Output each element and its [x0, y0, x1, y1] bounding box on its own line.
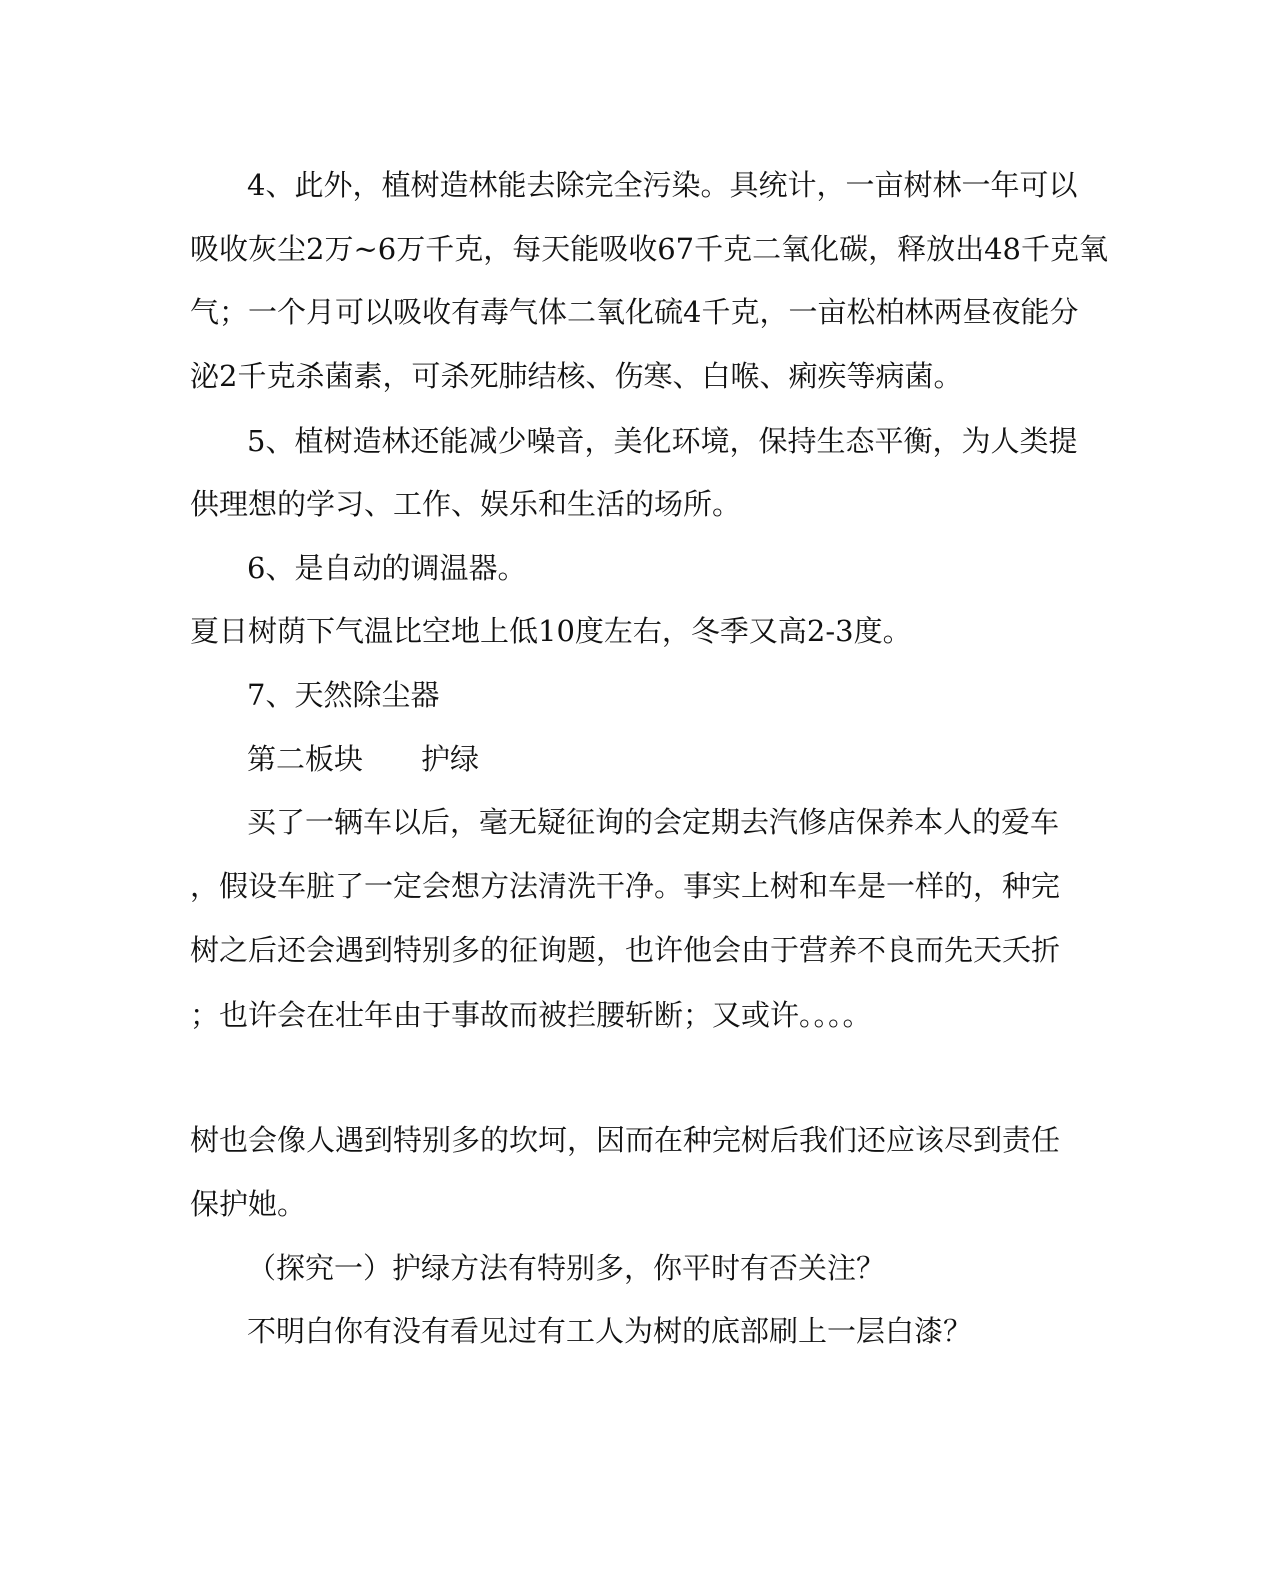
section-heading: 第二板块 护绿: [247, 742, 480, 776]
text-line: 7、天然除尘器: [247, 678, 440, 712]
text-line: 4、此外，植树造林能去除完全污染。具统计，一亩树林一年可以: [247, 168, 1078, 202]
text-line: 保护她。: [190, 1187, 307, 1221]
text-line: 供理想的学习、工作、娱乐和生活的场所。: [190, 487, 742, 521]
text-line: ，假设车脏了一定会想方法清洗干净。事实上树和车是一样的，种完: [190, 869, 1061, 903]
text-line: 树之后还会遇到特别多的征询题，也许他会由于营养不良而先天夭折: [190, 933, 1061, 967]
text-line: 泌2千克杀菌素，可杀死肺结核、伤寒、白喉、痢疾等病菌。: [190, 359, 963, 393]
text-line: 气；一个月可以吸收有毒气体二氧化硫4千克，一亩松柏林两昼夜能分: [190, 295, 1079, 329]
text-line: 不明白你有没有看见过有工人为树的底部刷上一层白漆？: [247, 1314, 973, 1348]
text-line: （探究一）护绿方法有特别多，你平时有否关注？: [247, 1251, 886, 1285]
text-line: 5、植树造林还能减少噪音，美化环境，保持生态平衡，为人类提: [247, 424, 1078, 458]
text-line: 夏日树荫下气温比空地上低10度左右，冬季又高2-3度。: [190, 614, 912, 648]
text-line: 树也会像人遇到特别多的坎坷，因而在种完树后我们还应该尽到责任: [190, 1123, 1061, 1157]
text-line: 吸收灰尘2万~6万千克，每天能吸收67千克二氧化碳，释放出48千克氧: [190, 232, 1109, 266]
text-line: 买了一辆车以后，毫无疑征询的会定期去汽修店保养本人的爱车: [247, 805, 1060, 839]
text-line: 6、是自动的调温器。: [247, 551, 527, 585]
text-line: ；也许会在壮年由于事故而被拦腰斩断；又或许。。。。: [190, 998, 872, 1032]
